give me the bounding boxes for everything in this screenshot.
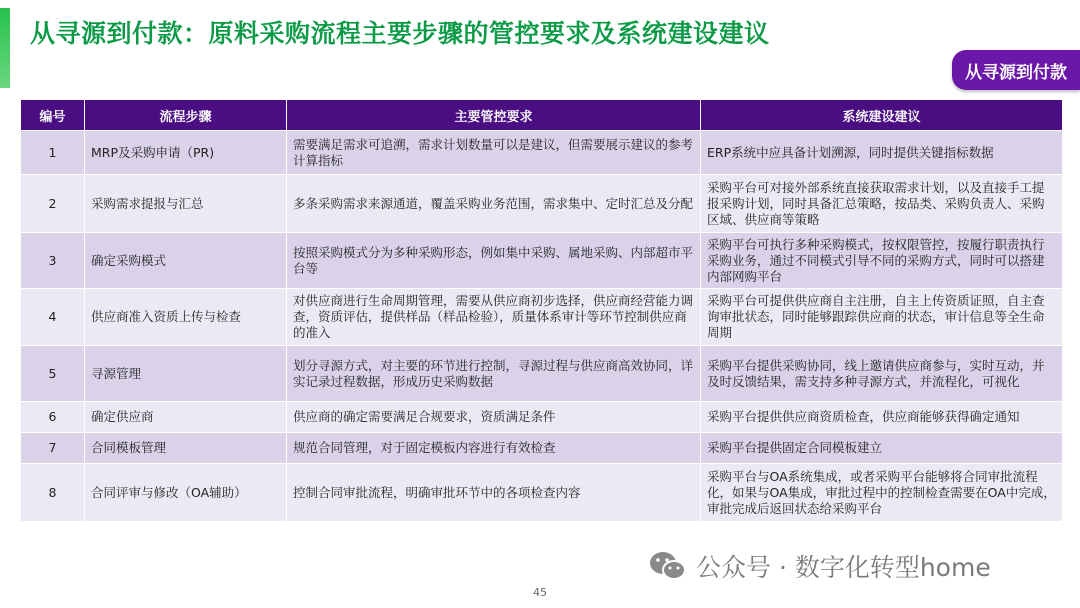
header-number: 编号 (21, 100, 85, 131)
header-control-requirements: 主要管控要求 (287, 100, 701, 131)
header-system-suggestions: 系统建设建议 (701, 100, 1063, 131)
row-requirement: 划分寻源方式，对主要的环节进行控制，寻源过程与供应商高效协同，详实记录过程数据，形成历史采购数据 (287, 346, 701, 402)
row-requirement: 控制合同审批流程，明确审批环节中的各项检查内容 (287, 464, 701, 522)
row-system: 采购平台与OA系统集成，或者采购平台能够将合同审批流程化，如果与OA集成，审批过程中的控制检查需要在OA中完成，审批完成后返回状态给采购平台 (701, 464, 1063, 522)
row-number: 2 (21, 175, 85, 233)
row-system: 采购平台可对接外部系统直接获取需求计划，以及直接手工提报采购计划，同时具备汇总策略，按品类、采购负责人、采购区域、供应商等策略 (701, 175, 1063, 233)
row-number: 3 (21, 233, 85, 289)
row-requirement: 多条采购需求来源通道，覆盖采购业务范围，需求集中、定时汇总及分配 (287, 175, 701, 233)
table-row (21, 175, 1063, 233)
row-requirement: 按照采购模式分为多种采购形态，例如集中采购、属地采购、内部超市平台等 (287, 233, 701, 289)
row-step: MRP及采购申请（PR) (85, 131, 287, 175)
section-badge: 从寻源到付款 (952, 50, 1080, 90)
row-requirement: 供应商的确定需要满足合规要求，资质满足条件 (287, 402, 701, 433)
row-system: 采购平台可提供供应商自主注册，自主上传资质证照，自主查询审批状态，同时能够跟踪供应商的状态，审计信息等全生命周期 (701, 289, 1063, 346)
table-row (21, 433, 1063, 464)
row-step: 寻源管理 (85, 346, 287, 402)
row-step: 确定采购模式 (85, 233, 287, 289)
row-number: 8 (21, 464, 85, 522)
header-process-step: 流程步骤 (85, 100, 287, 131)
row-step: 供应商准入资质上传与检查 (85, 289, 287, 346)
page-title: 从寻源到付款：原料采购流程主要步骤的管控要求及系统建设建议 (30, 19, 770, 48)
table-header-row (21, 100, 1063, 131)
row-system: 采购平台提供固定合同模板建立 (701, 433, 1063, 464)
row-system: ERP系统中应具备计划溯源，同时提供关键指标数据 (701, 131, 1063, 175)
row-number: 1 (21, 131, 85, 175)
row-step: 合同评审与修改（OA辅助） (85, 464, 287, 522)
row-number: 7 (21, 433, 85, 464)
table-row (21, 131, 1063, 175)
row-number: 5 (21, 346, 85, 402)
watermark (648, 548, 991, 584)
row-number: 4 (21, 289, 85, 346)
row-system: 采购平台提供供应商资质检查，供应商能够获得确定通知 (701, 402, 1063, 433)
accent-bar (0, 8, 10, 88)
table-row (21, 346, 1063, 402)
row-step: 确定供应商 (85, 402, 287, 433)
table-row (21, 402, 1063, 433)
table-row (21, 289, 1063, 346)
row-step: 合同模板管理 (85, 433, 287, 464)
row-system: 采购平台提供采购协同，线上邀请供应商参与，实时互动，并及时反馈结果，需支持多种寻源方式，并流程化，可视化 (701, 346, 1063, 402)
wechat-icon (648, 550, 688, 582)
control-requirements-table (20, 99, 1063, 522)
row-number: 6 (21, 402, 85, 433)
table-row (21, 233, 1063, 289)
watermark-text: 公众号 · 数字化转型home (696, 553, 991, 582)
row-requirement: 需要满足需求可追溯，需求计划数量可以是建议，但需要展示建议的参考计算指标 (287, 131, 701, 175)
row-requirement: 规范合同管理，对于固定模板内容进行有效检查 (287, 433, 701, 464)
row-system: 采购平台可执行多种采购模式，按权限管控，按履行职责执行采购业务，通过不同模式引导不同的采购方式，同时可以搭建内部网购平台 (701, 233, 1063, 289)
row-requirement: 对供应商进行生命周期管理，需要从供应商初步选择，供应商经营能力调查，资质评估，提供样品（样品检验），质量体系审计等环节控制供应商的准入 (287, 289, 701, 346)
page-number: 45 (533, 586, 547, 599)
table-row (21, 464, 1063, 522)
row-step: 采购需求提报与汇总 (85, 175, 287, 233)
